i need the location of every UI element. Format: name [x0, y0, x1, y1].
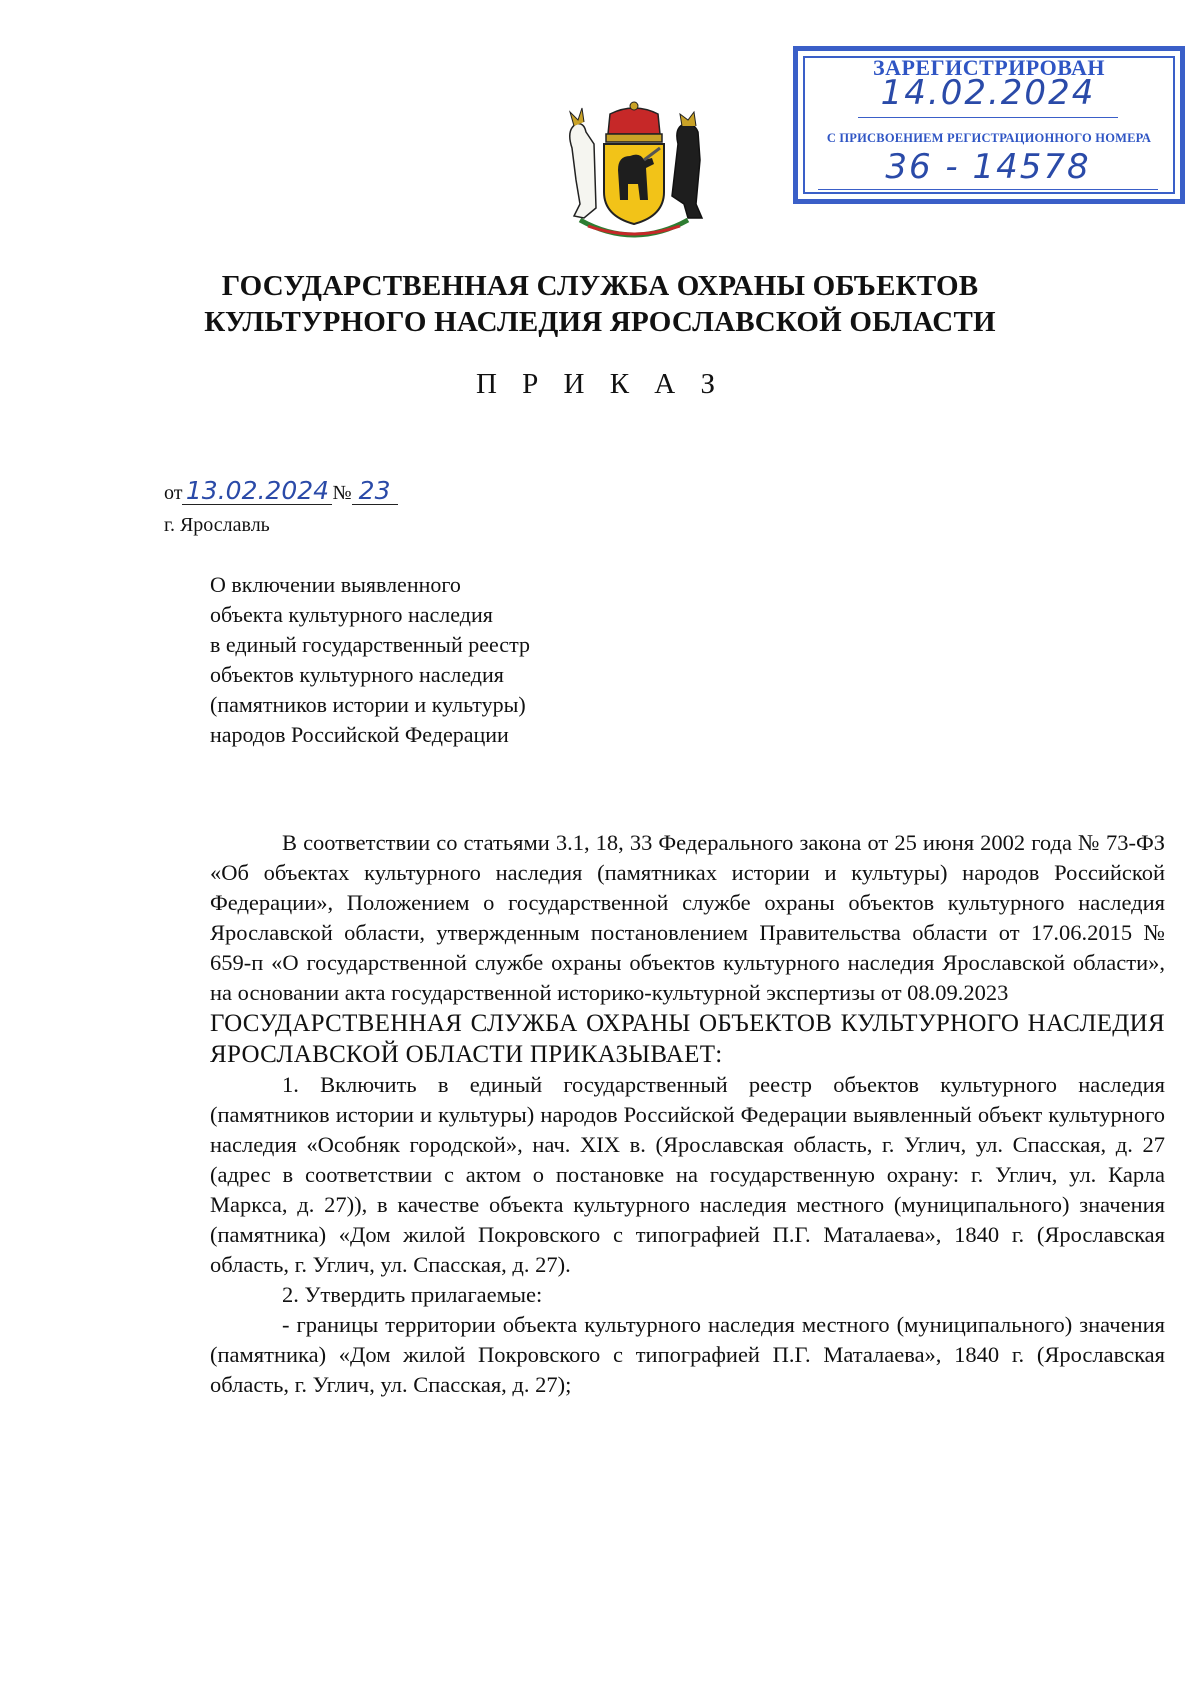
- subject-line: народов Российской Федерации: [210, 722, 509, 747]
- stamp-date: 14.02.2024: [880, 73, 1096, 113]
- order-date-number: [164, 478, 398, 505]
- subject-line: объекта культурного наследия: [210, 602, 493, 627]
- organization-line-1: ГОСУДАРСТВЕННАЯ СЛУЖБА ОХРАНЫ ОБЪЕКТОВ: [221, 270, 979, 302]
- order-date: 13.02.2024: [182, 478, 332, 505]
- number-label: №: [332, 482, 352, 504]
- city: г. Ярославль: [164, 514, 270, 536]
- document-type-heading: П Р И К А З: [475, 368, 725, 400]
- stamp-title: ЗАРЕГИСТРИРОВАН: [872, 55, 1106, 80]
- from-label: от: [164, 482, 183, 504]
- order-subject: [210, 570, 670, 750]
- order-phrase: ГОСУДАРСТВЕННАЯ СЛУЖБА ОХРАНЫ ОБЪЕКТОВ КУЛЬТУРНОГО НАСЛЕДИЯ ЯРОСЛАВСКОЙ ОБЛАСТИ ПРИКАЗЫВАЕТ:: [210, 1010, 1165, 1068]
- subject-line: (памятников истории и культуры): [210, 692, 526, 717]
- order-body: [210, 828, 1165, 1400]
- preamble-paragraph: В соответствии со статьями 3.1, 18, 33 Федерального закона от 25 июня 2002 года № 73-ФЗ «Об объектах культурного наследия (памятниках истории и культуры) народов Российской Федерации», Положением о государственной службе охраны объектов культурного наследия Ярославской области, утвержденным постановлением Правительства области от 17.06.2015 № 659-п «О государственной службе охраны объектов культурного наследия Ярославской области», на основании акта государственной историко-культурной экспертизы от 08.09.2023: [210, 830, 1165, 1005]
- registration-stamp: [793, 46, 1185, 204]
- item-2-paragraph: 2. Утвердить прилагаемые:: [282, 1282, 543, 1307]
- coat-of-arms-icon: [560, 100, 708, 240]
- stamp-date-underline: [858, 117, 1118, 118]
- organization-heading: [130, 268, 1070, 340]
- item-2-subitem-1: - границы территории объекта культурного наследия местного (муниципального) значения (памятника) «Дом жилой Покровского с типографией П.Г. Маталаева», 1840 г. (Ярославская область, г. Углич, ул. Спасская, д. 27);: [210, 1312, 1165, 1397]
- stamp-number-underline: [818, 189, 1158, 190]
- order-number: 23: [352, 478, 398, 505]
- subject-line: объектов культурного наследия: [210, 662, 504, 687]
- subject-line: в единый государственный реестр: [210, 632, 530, 657]
- item-1-paragraph: 1. Включить в единый государственный реестр объектов культурного наследия (памятников истории и культуры) народов Российской Федерации выявленный объект культурного наследия «Особняк городской», нач. XIX в. (Ярославская область, г. Углич, ул. Спасская, д. 27 (адрес в соответствии с актом о постановке на государственную охрану: г. Углич, ул. Карла Маркса, д. 27)), в качестве объекта культурного наследия местного (муниципального) значения (памятника) «Дом жилой Покровского с типографией П.Г. Маталаева», 1840 г. (Ярославская область, г. Углич, ул. Спасская, д. 27).: [210, 1072, 1165, 1277]
- stamp-subtitle: С ПРИСВОЕНИЕМ РЕГИСТРАЦИОННОГО НОМЕРА: [826, 131, 1152, 145]
- subject-line: О включении выявленного: [210, 572, 461, 597]
- stamp-registration-number: 36 - 14578: [885, 147, 1091, 187]
- organization-line-2: КУЛЬТУРНОГО НАСЛЕДИЯ ЯРОСЛАВСКОЙ ОБЛАСТИ: [204, 306, 996, 338]
